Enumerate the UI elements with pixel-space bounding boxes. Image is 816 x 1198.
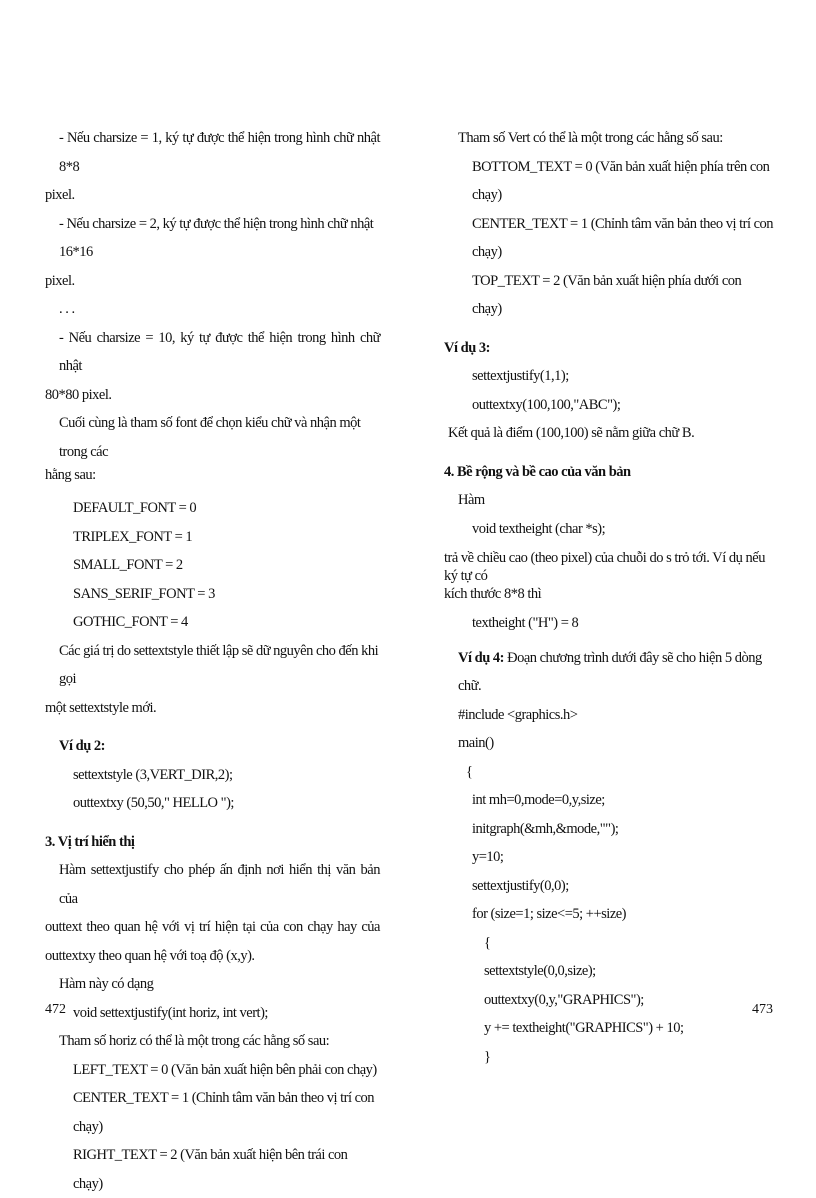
left-page-column: [45, 124, 380, 1198]
constant-line: RIGHT_TEXT = 2 (Văn bản xuất hiện bên trái con chạy): [73, 1147, 348, 1192]
text-line: hằng sau:: [45, 467, 96, 483]
text-line: một settextstyle mới.: [45, 699, 157, 716]
code-line: main(): [458, 735, 494, 751]
font-constant: GOTHIC_FONT = 4: [73, 614, 188, 630]
section-heading: 3. Vị trí hiển thị: [45, 833, 135, 850]
constant-line: BOTTOM_TEXT = 0 (Văn bản xuất hiện phía trên con chạy): [472, 158, 770, 203]
right-page-column: [444, 124, 774, 1071]
example-heading: Ví dụ 2:: [59, 738, 105, 754]
text-line: trả về chiều cao (theo pixel) của chuỗi do s trỏ tới. Ví dụ nếu ký tự có: [444, 550, 765, 584]
code-line: void settextjustify(int horiz, int vert);: [73, 1004, 268, 1021]
text-line: Hàm settextjustify cho phép ấn định nơi hiển thị văn bản của: [59, 862, 380, 907]
code-line: y=10;: [472, 849, 504, 865]
code-line: {: [484, 934, 491, 951]
text-line: Kết quả là điểm (100,100) sẽ nằm giữa chữ B.: [448, 425, 695, 441]
font-constant: SANS_SERIF_FONT = 3: [73, 585, 215, 602]
constant-line: TOP_TEXT = 2 (Văn bản xuất hiện phía dưới con chạy): [472, 272, 742, 317]
code-line: {: [466, 763, 473, 780]
code-line: y += textheight("GRAPHICS") + 10;: [484, 1020, 684, 1036]
page-number-left: 472: [45, 1002, 66, 1017]
example-heading: Ví dụ 4:: [458, 649, 504, 666]
code-line: textheight ("H") = 8: [472, 615, 579, 631]
example-description: Đoạn chương trình dưới đây sẽ cho hiện 5 dòng chữ.: [458, 649, 762, 694]
code-line: void textheight (char *s);: [472, 520, 606, 537]
text-line: Các giá trị do settextstyle thiết lập sẽ dữ nguyên cho đến khi gọi: [59, 642, 379, 687]
text-line: outtext theo quan hệ với vị trí hiện tại của con chạy hay của: [45, 919, 380, 935]
text-line: - Nếu charsize = 1, ký tự được thể hiện trong hình chữ nhật 8*8: [59, 130, 380, 175]
code-line: outtextxy(100,100,"ABC");: [472, 396, 621, 413]
code-line: initgraph(&mh,&mode,"");: [472, 820, 619, 837]
text-line: Hàm này có dạng: [59, 976, 154, 992]
text-line: Hàm: [458, 492, 485, 508]
code-line: settextstyle (3,VERT_DIR,2);: [73, 766, 233, 783]
text-line: outtextxy theo quan hệ với toạ độ (x,y).: [45, 947, 255, 964]
code-line: for (size=1; size<=5; ++size): [472, 906, 627, 922]
font-constant: TRIPLEX_FONT = 1: [73, 528, 193, 545]
text-line: Tham số Vert có thể là một trong các hằng số sau:: [458, 130, 723, 146]
font-constant: SMALL_FONT = 2: [73, 557, 183, 573]
code-line: outtextxy (50,50," HELLO ");: [73, 795, 234, 811]
text-line: - Nếu charsize = 10, ký tự được thể hiện trong hình chữ nhật: [59, 329, 380, 374]
constant-line: LEFT_TEXT = 0 (Văn bản xuất hiện bên phải con chạy): [73, 1061, 377, 1078]
constant-line: CENTER_TEXT = 1 (Chỉnh tâm văn bản theo vị trí con chạy): [73, 1090, 375, 1135]
text-line: pixel.: [45, 187, 75, 203]
font-constant: DEFAULT_FONT = 0: [73, 500, 197, 516]
text-line: kích thước 8*8 thì: [444, 586, 542, 602]
page-number-right: 473: [752, 1002, 773, 1017]
text-line: . . .: [59, 301, 75, 317]
code-line: settextjustify(1,1);: [472, 368, 569, 384]
example-4-line: [444, 644, 774, 701]
example-heading: Ví dụ 3:: [444, 339, 490, 356]
constant-line: CENTER_TEXT = 1 (Chỉnh tâm văn bản theo vị trí con chạy): [472, 215, 774, 260]
text-line: pixel.: [45, 272, 75, 289]
code-line: #include <graphics.h>: [458, 706, 578, 723]
code-line: outtextxy(0,y,"GRAPHICS");: [484, 991, 644, 1008]
code-line: settextstyle(0,0,size);: [484, 963, 596, 979]
text-line: Tham số horiz có thể là một trong các hằng số sau:: [59, 1033, 330, 1049]
text-line: 80*80 pixel.: [45, 386, 112, 403]
code-line: int mh=0,mode=0,y,size;: [472, 792, 605, 808]
text-line: Cuối cùng là tham số font để chọn kiểu chữ và nhận một trong các: [59, 415, 361, 460]
text-line: - Nếu charsize = 2, ký tự được thể hiện trong hình chữ nhật 16*16: [59, 215, 374, 260]
code-line: settextjustify(0,0);: [472, 877, 569, 894]
code-line: }: [484, 1048, 491, 1065]
section-heading: 4. Bề rộng và bề cao của văn bản: [444, 463, 631, 480]
